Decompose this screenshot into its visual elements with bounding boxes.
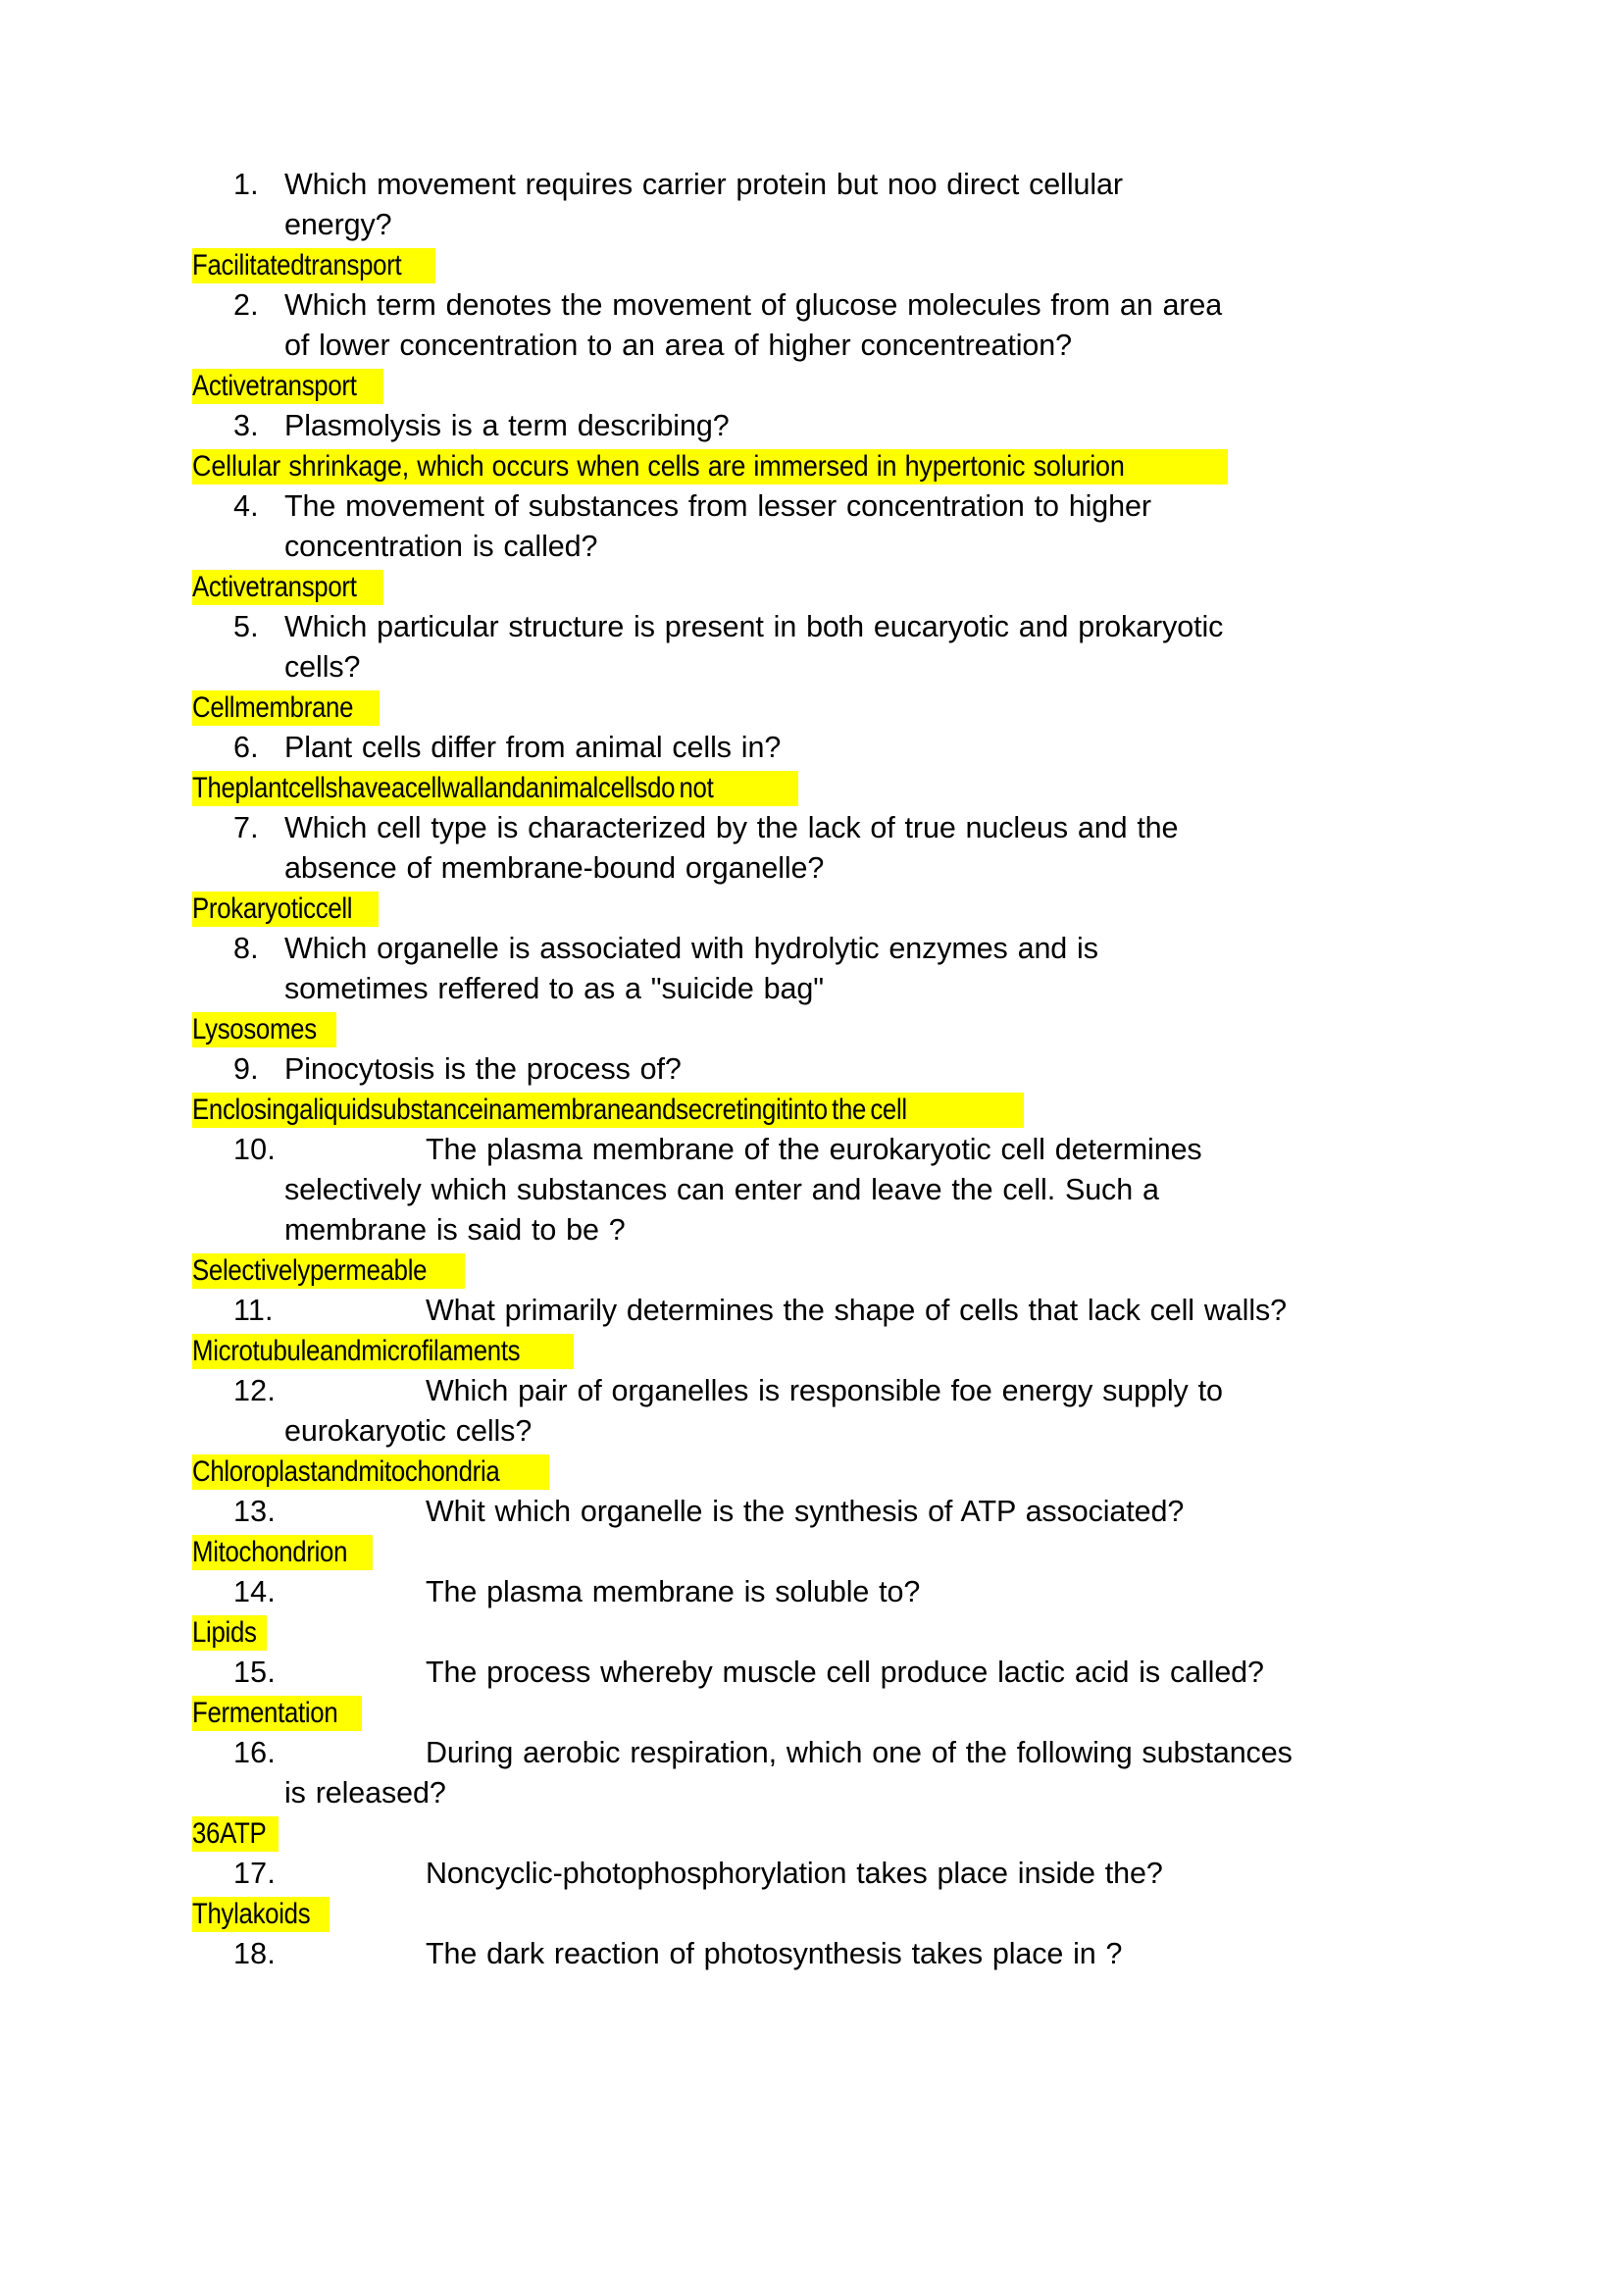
answer-line: [192, 889, 1472, 929]
highlighted-answer: [192, 570, 383, 605]
question-number: 1.: [233, 168, 259, 201]
answer-line: [192, 567, 1472, 607]
highlighted-answer: [192, 1253, 465, 1289]
question-text: Which cell type is characterized by the lack of true nucleus and the: [284, 811, 1179, 844]
question-text-continuation: selectively which substances can enter and leave the cell. Such a: [284, 1173, 1159, 1206]
answer-text: Lipids: [192, 1616, 257, 1649]
answer-line: [192, 366, 1472, 406]
question-text: Which term denotes the movement of glucose molecules from an area: [284, 288, 1223, 322]
question-item: [192, 406, 1472, 446]
question-text: The process whereby muscle cell produce lactic acid is called?: [426, 1656, 1264, 1689]
answer-line: [192, 1894, 1472, 1934]
answer-text: Facilitatedtransport: [192, 249, 402, 281]
highlighted-answer: [192, 690, 380, 726]
highlighted-answer: [192, 1696, 362, 1731]
question-text-continuation: cells?: [284, 650, 361, 684]
question-item: [192, 808, 1472, 848]
question-text: What primarily determines the shape of cells that lack cell walls?: [426, 1294, 1288, 1327]
question-number: 9.: [233, 1052, 259, 1086]
question-item: [192, 1492, 1472, 1532]
answer-text: 36ATP: [192, 1817, 267, 1850]
answer-line: [192, 1331, 1472, 1371]
question-item: [192, 1934, 1472, 1974]
highlighted-answer: [192, 449, 1228, 484]
answer-line: [192, 1612, 1472, 1653]
question-text: The movement of substances from lesser concentration to higher: [284, 489, 1151, 523]
highlighted-answer: [192, 892, 379, 927]
question-text-continuation: energy?: [284, 208, 392, 241]
question-text: Which movement requires carrier protein but noo direct cellular: [284, 168, 1123, 201]
question-number: 17.: [233, 1857, 276, 1890]
question-number: 14.: [233, 1575, 276, 1608]
question-item: [192, 1572, 1472, 1612]
question-text-continuation: concentration is called?: [284, 530, 598, 563]
answer-text: Microtubuleandmicrofilaments: [192, 1335, 521, 1367]
highlighted-answer: [192, 1535, 373, 1570]
question-text: Plasmolysis is a term describing?: [284, 409, 730, 442]
answer-text: Activetransport: [192, 571, 357, 603]
question-item: [192, 1854, 1472, 1894]
highlighted-answer: [192, 248, 435, 283]
question-item: [192, 929, 1472, 969]
answer-text: Mitochondrion: [192, 1536, 348, 1568]
question-text: Pinocytosis is the process of?: [284, 1052, 682, 1086]
question-number: 15.: [233, 1656, 276, 1689]
question-text: Which organelle is associated with hydrolytic enzymes and is: [284, 932, 1098, 965]
answer-text: Enclosingaliquidsubstanceinamembraneandsecretingitinto the cell: [192, 1094, 907, 1126]
question-number: 3.: [233, 409, 259, 442]
question-item: [192, 1291, 1472, 1331]
question-text-continuation: is released?: [284, 1776, 446, 1810]
answer-text: Theplantcellshaveacellwallandanimalcellsdo not: [192, 772, 714, 804]
question-item: [192, 486, 1472, 527]
highlighted-answer: [192, 1093, 1024, 1128]
answer-line: [192, 1009, 1472, 1049]
question-text-continuation: absence of membrane-bound organelle?: [284, 851, 825, 885]
highlighted-answer: [192, 1816, 279, 1852]
highlighted-answer: [192, 1334, 574, 1369]
highlighted-answer: [192, 1615, 267, 1651]
question-number: 16.: [233, 1736, 276, 1769]
answer-text: Prokaryoticcell: [192, 892, 353, 925]
question-number: 6.: [233, 731, 259, 764]
question-item: [192, 285, 1472, 326]
highlighted-answer: [192, 1454, 549, 1490]
question-number: 12.: [233, 1374, 276, 1407]
question-number: 4.: [233, 489, 259, 523]
question-item: [192, 1049, 1472, 1090]
answer-text: Thylakoids: [192, 1898, 311, 1930]
question-item: [192, 1130, 1472, 1170]
question-item: [192, 728, 1472, 768]
question-text-continuation: of lower concentration to an area of higher concentreation?: [284, 329, 1073, 362]
question-number: 8.: [233, 932, 259, 965]
answer-text: Activetransport: [192, 370, 357, 402]
question-text-continuation: eurokaryotic cells?: [284, 1414, 533, 1448]
answer-line: [192, 688, 1472, 728]
question-text: The dark reaction of photosynthesis takes place in ?: [426, 1937, 1123, 1970]
highlighted-answer: [192, 1012, 336, 1047]
answer-text: Cellular shrinkage, which occurs when cells are immersed in hypertonic solurion: [192, 450, 1125, 483]
answer-line: [192, 1693, 1472, 1733]
question-item: [192, 1733, 1472, 1773]
question-text: Whit which organelle is the synthesis of ATP associated?: [426, 1495, 1185, 1528]
answer-line: [192, 446, 1472, 486]
question-number: 2.: [233, 288, 259, 322]
question-text: Which particular structure is present in both eucaryotic and prokaryotic: [284, 610, 1224, 643]
answer-line: [192, 1250, 1472, 1291]
question-item: [192, 165, 1472, 205]
question-text: Noncyclic-photophosphorylation takes place inside the?: [426, 1857, 1163, 1890]
answer-text: Chloroplastandmitochondria: [192, 1455, 500, 1488]
question-number: 13.: [233, 1495, 276, 1528]
answer-line: [192, 1532, 1472, 1572]
answer-text: Selectivelypermeable: [192, 1254, 428, 1287]
question-text: Plant cells differ from animal cells in?: [284, 731, 782, 764]
question-text: The plasma membrane of the eurokaryotic cell determines: [426, 1133, 1202, 1166]
highlighted-answer: [192, 1897, 330, 1932]
question-text-continuation: sometimes reffered to as a "suicide bag": [284, 972, 824, 1005]
question-number: 11.: [233, 1294, 274, 1327]
answer-text: Fermentation: [192, 1697, 338, 1729]
question-number: 5.: [233, 610, 259, 643]
highlighted-answer: [192, 369, 383, 404]
question-text: During aerobic respiration, which one of the following substances: [426, 1736, 1293, 1769]
question-number: 10.: [233, 1133, 276, 1166]
answer-text: Cellmembrane: [192, 691, 354, 724]
answer-line: [192, 768, 1472, 808]
question-text: Which pair of organelles is responsible foe energy supply to: [426, 1374, 1223, 1407]
answer-line: [192, 1813, 1472, 1854]
question-number: 7.: [233, 811, 259, 844]
highlighted-answer: [192, 771, 798, 806]
question-text-continuation: membrane is said to be ?: [284, 1213, 626, 1247]
answer-line: [192, 1090, 1472, 1130]
question-answer-list: [192, 165, 1472, 1974]
question-item: [192, 1653, 1472, 1693]
answer-text: Lysosomes: [192, 1013, 317, 1045]
answer-line: [192, 245, 1472, 285]
question-item: [192, 607, 1472, 647]
answer-line: [192, 1452, 1472, 1492]
question-item: [192, 1371, 1472, 1411]
question-number: 18.: [233, 1937, 276, 1970]
question-text: The plasma membrane is soluble to?: [426, 1575, 921, 1608]
